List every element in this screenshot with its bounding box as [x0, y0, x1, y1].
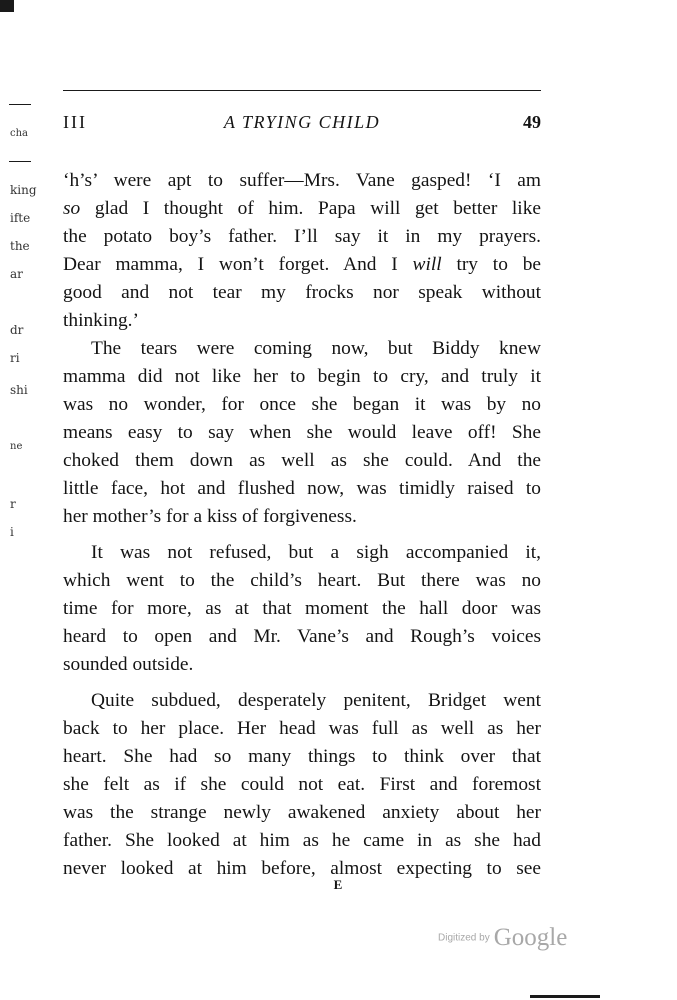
scan-margin-rule	[9, 161, 31, 162]
text-line: her mother’s for a kiss of forgiveness.	[63, 506, 357, 527]
bleed-fragment: r	[10, 497, 16, 511]
text-line: It was not refused, but a sigh accompanied it,	[91, 542, 541, 563]
scan-corner-mark	[0, 0, 14, 12]
bleed-fragment: the	[10, 239, 30, 253]
text-line: thinking.’	[63, 310, 139, 331]
text-line: father. She looked at him as he came in as she had	[63, 830, 541, 851]
bleed-fragment: ifte	[10, 211, 31, 225]
header-rule	[63, 90, 541, 91]
google-logo: Google	[493, 924, 568, 951]
paragraph	[63, 167, 541, 335]
bleed-fragment: ne	[10, 441, 23, 452]
page-number: 49	[523, 112, 541, 132]
bleed-fragment: cha	[10, 128, 29, 139]
text-line: choked them down as well as she could. And the	[63, 450, 541, 471]
bleed-fragment: i	[10, 525, 14, 539]
body-text	[63, 167, 541, 883]
emphasis: so	[63, 198, 81, 219]
text-line: she felt as if she could not eat. First and foremost	[63, 774, 541, 795]
bleed-fragment: dr	[10, 323, 24, 337]
text-line: The tears were coming now, but Biddy knew	[91, 338, 541, 359]
text-line: heart. She had so many things to think over that	[63, 746, 541, 767]
text-line: time for more, as at that moment the hall door was	[63, 598, 541, 619]
text-line: so glad I thought of him. Papa will get better like	[63, 198, 541, 219]
paragraph	[63, 539, 541, 679]
bleed-fragment: shi	[10, 383, 28, 397]
text-line: Quite subdued, desperately penitent, Bridget went	[91, 690, 541, 711]
text-line: the potato boy’s father. I’ll say it in my prayers.	[63, 226, 541, 247]
bleed-fragment: ri	[10, 351, 20, 365]
text-line: good and not tear my frocks nor speak without	[63, 282, 541, 303]
text-line: Dear mamma, I won’t forget. And I will try to be	[63, 254, 541, 275]
digitized-watermark	[438, 924, 567, 952]
text-line: mamma did not like her to begin to cry, and truly it	[63, 366, 541, 387]
paragraph	[63, 687, 541, 883]
text-line: means easy to say when she would leave off! She	[63, 422, 541, 443]
watermark-prefix: Digitized by	[438, 932, 490, 944]
paragraph	[63, 335, 541, 531]
text-line: back to her place. Her head was full as well as her	[63, 718, 541, 739]
text-line: which went to the child’s heart. But there was no	[63, 570, 541, 591]
scan-bottom-mark	[530, 995, 600, 998]
bleed-fragment: ar	[10, 267, 23, 281]
text-line: never looked at him before, almost expecting to see	[63, 858, 541, 879]
text-line: ‘h’s’ were apt to suffer—Mrs. Vane gasped! ‘I am	[63, 170, 541, 191]
text-line: heard to open and Mr. Vane’s and Rough’s voices	[63, 626, 541, 647]
running-title: A TRYING CHILD	[223, 112, 381, 132]
text-line: was no wonder, for once she began it was by no	[63, 394, 541, 415]
chapter-number: III	[63, 112, 87, 132]
emphasis: will	[412, 254, 442, 275]
text-line: was the strange newly awakened anxiety about her	[63, 802, 541, 823]
bleed-fragment: king	[10, 183, 37, 197]
running-head	[63, 112, 541, 136]
signature-mark: E	[333, 877, 344, 892]
scan-margin-rule	[9, 104, 31, 105]
text-line: sounded outside.	[63, 654, 194, 675]
text-line: little face, hot and flushed now, was timidly raised to	[63, 478, 541, 499]
